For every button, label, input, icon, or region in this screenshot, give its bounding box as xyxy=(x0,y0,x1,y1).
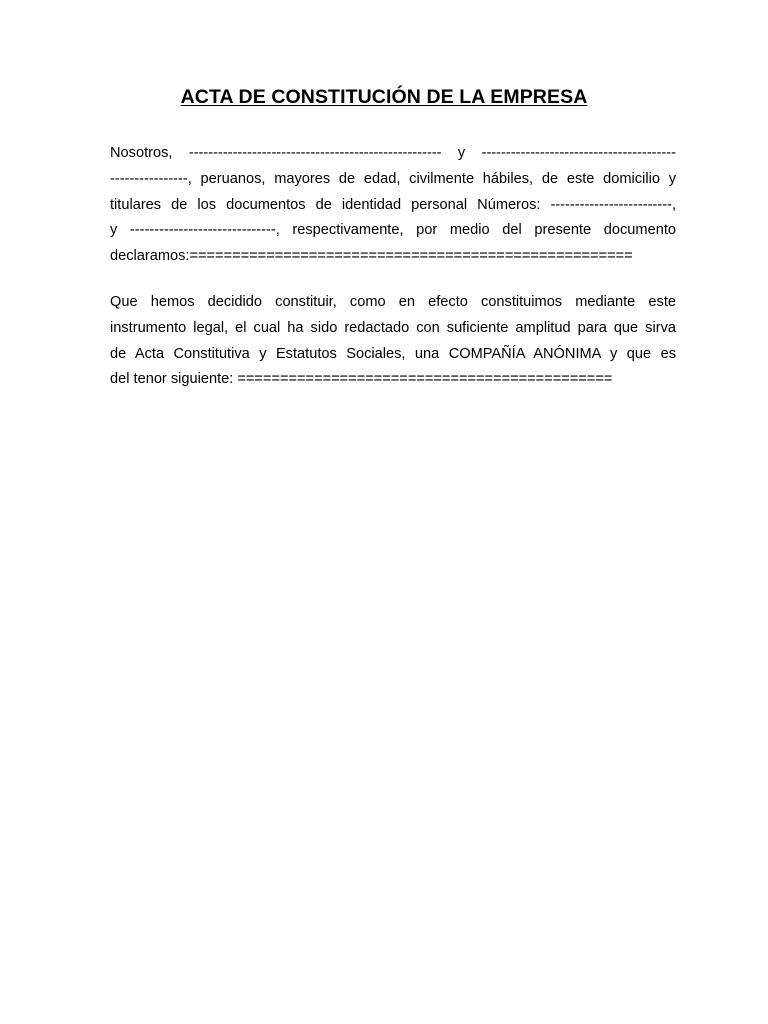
paragraph-line: del tenor siguiente: ============================================ xyxy=(110,371,613,388)
paragraph-constitution xyxy=(110,290,676,393)
paragraph-line: ----------------, peruanos, mayores de edad, civilmente hábiles, de este domicilio y xyxy=(110,170,676,187)
paragraph-line: de Acta Constitutiva y Estatutos Sociales, una COMPAÑÍA ANÓNIMA y que es xyxy=(110,345,676,362)
paragraph-line: y ------------------------------, respectivamente, por medio del presente documento xyxy=(110,222,676,239)
paragraph-line: Nosotros, ---------------------------------------------------- y ---------------------------------------- xyxy=(110,145,676,161)
paragraph-declaration xyxy=(110,141,676,270)
paragraph-line: instrumento legal, el cual ha sido redactado con suficiente amplitud para que sirva xyxy=(110,319,676,336)
paragraph-line: declaramos:==================================================== xyxy=(110,248,633,265)
document-title: ACTA DE CONSTITUCIÓN DE LA EMPRESA xyxy=(180,86,588,108)
paragraph-line: titulares de los documentos de identidad personal Números: -------------------------, xyxy=(110,196,676,213)
paragraph-line: Que hemos decidido constituir, como en efecto constituimos mediante este xyxy=(110,294,676,310)
